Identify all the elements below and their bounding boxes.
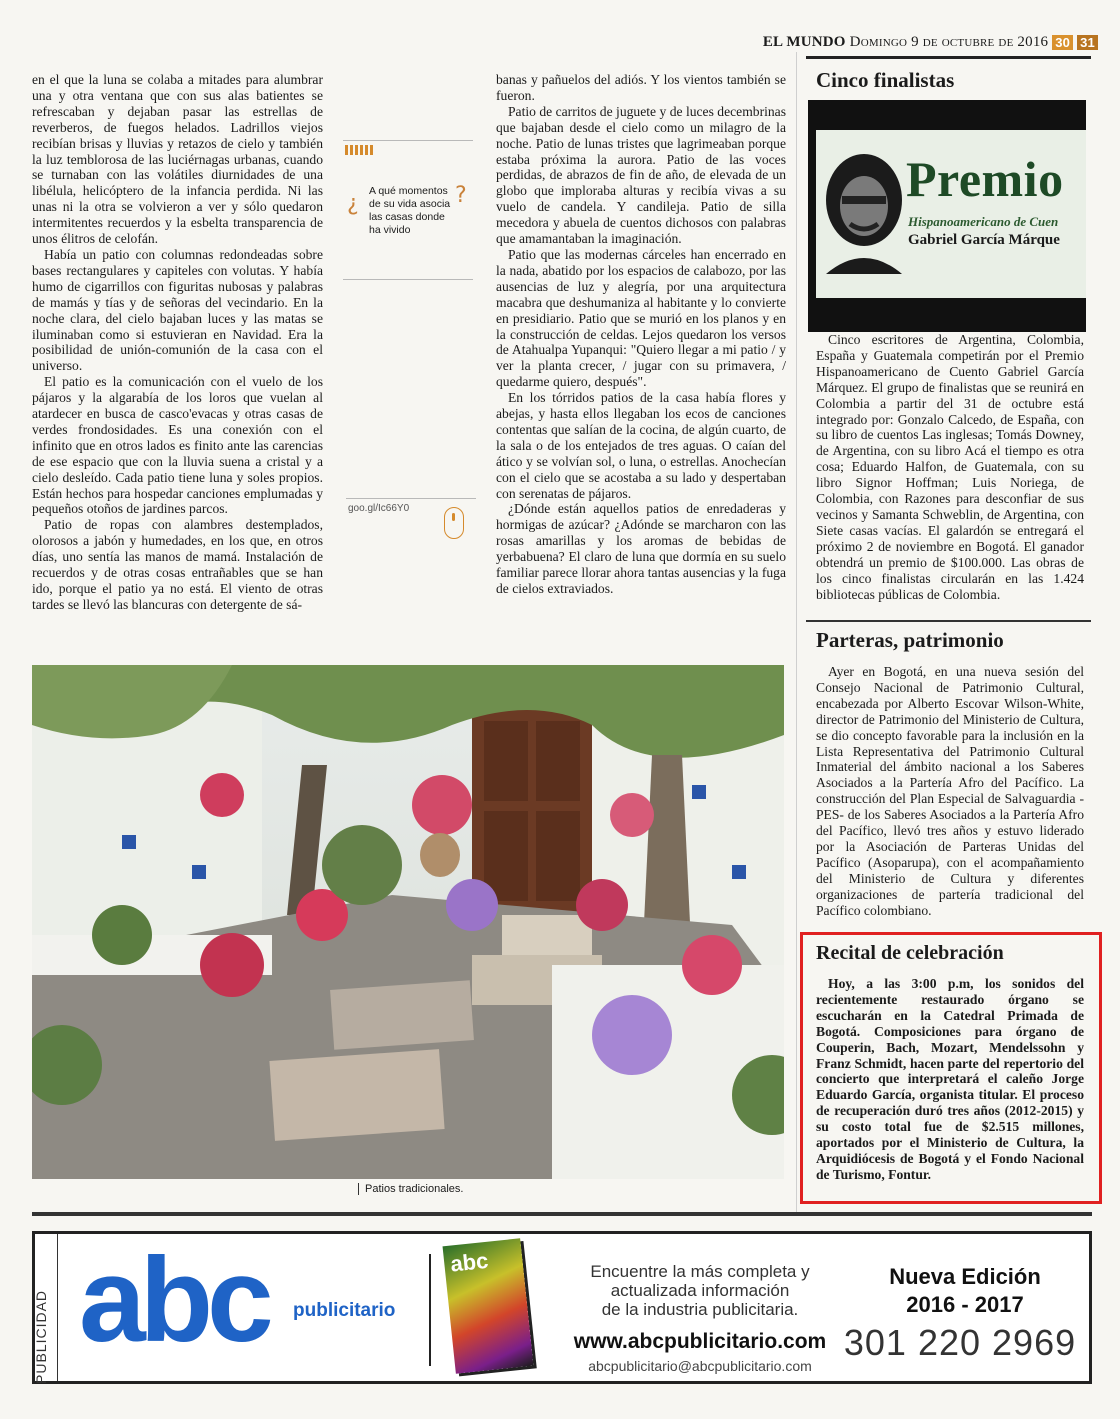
question-text: A qué momentos de su vida asocia las casas donde ha vivido bbox=[369, 185, 451, 236]
ad-copy bbox=[555, 1262, 845, 1319]
premio-subtitle: Hispanoamericano de Cuen bbox=[908, 214, 1059, 229]
column-top-rule bbox=[806, 56, 1091, 59]
recital-text bbox=[816, 976, 1084, 1183]
ad-line-2: actualizada información bbox=[610, 1281, 790, 1300]
short-link[interactable] bbox=[346, 498, 476, 539]
photo-caption: Patios tradicionales. bbox=[358, 1183, 463, 1195]
paragraph: El patio es la comunicación con el vuelo de los pájaros y la algarabía de los loros que vuelan al atardecer en busca de casco'evacas y otras casas de verdes frondosidades. Es una conexión con el infinito que en otros lados es finito ante las carencias de ese espacio que con la lluvia suena a cristal y a cielo desleído. Cada patio tiene luna y soles propios. Están hechos para hospedar canciones emplumadas y pequeños otoños de jardines parcos. bbox=[32, 374, 323, 517]
issue-date: Domingo 9 de octubre de 2016 bbox=[849, 34, 1049, 50]
paragraph: Ayer en Bogotá, en una nueva sesión del Consejo Nacional de Patrimonio Cultural, encabezada por Alberto Escovar Wilson-White, director de Patrimonio del Ministerio de Cultura, se dio concepto favorable para la inclusión en la Lista Representativa del Patrimonio Cultural Inmaterial del ámbito nacional a los Saberes Asociados a la Partería Afro del Pacífico. La construcción del Plan Especial de Salvaguardia -PES- de los Saberes Asociados a la Partería Afro del Pacífico, llevó tres años y estuvo liderado por la Asociación de Parteras Unidas del Pacífico (Asoparupa), con el acompañamiento del Ministerio de Cultura y diferentes organizaciones de partería tradicional del Pacífico colombiano. bbox=[816, 664, 1084, 918]
premio-banner bbox=[816, 130, 1086, 298]
paragraph: Había un patio con columnas redondeadas sobre bases rectangulares y capiteles con volutas. Y había humo de cigarrillos con figuritas nubosas y palabras de mamás y tías y de señoras del vecindario. En la noche clara, del cielo bajaban luces y las matas se iluminaban como si estuvieran en Navidad. Era la posibilidad de unión-comunión de la casa con el universo. bbox=[32, 246, 323, 374]
patio-photo bbox=[32, 665, 784, 1179]
question-box bbox=[343, 140, 473, 280]
mouse-icon bbox=[444, 507, 464, 539]
paragraph: Cinco escritores de Argentina, Colombia, España y Guatemala competirán por el Premio Hispanoamericano de Cuento Gabriel García Márquez. El grupo de finalistas que se reunirá en Colombia a partir del 31 de octubre está integrado por: Gonzalo Calcedo, de España, con su libro de cuentos Las inglesas; Tomás Downey, de Argentina, con su libro Acá el tiempo es otra cosa; Eduardo Halfon, de Guatemala, con su libro Signor Hoffman; Luis Noriega, de Colombia, con Razones para desconfiar de sus vecinos y Samanta Schweblin, de Argentina, con Siete casas vacías. El galardón se entregará el próximo 2 de noviembre en Bogotá. El ganador obtendrá un premio de $100.000. Las obras de los cinco finalistas circularán en las 1.424 bibliotecas públicas de Colombia. bbox=[816, 332, 1084, 602]
ad-divider bbox=[429, 1254, 431, 1366]
premio-name: Gabriel García Márque bbox=[908, 232, 1060, 248]
article-column-2 bbox=[496, 72, 786, 597]
ad-years: 2016 - 2017 bbox=[906, 1292, 1024, 1317]
ad-side-label: PUBLICIDAD bbox=[33, 1289, 49, 1384]
premio-image bbox=[808, 100, 1086, 332]
section-title-parteras: Parteras, patrimonio bbox=[816, 628, 1004, 652]
paragraph: En los tórridos patios de la casa había flores y abejas, y hasta ellos llegaban los ecos de canciones contentas que salían de la cocina, de algún cuarto, de la sala o de los entejados de tres aguas. O caían del ático y se volvían sol, o luna, o estrellas. Anochecían con el cielo que se acostaba a su lado y despertaban con serenatas de pájaros. bbox=[496, 390, 786, 501]
article-column-1 bbox=[32, 72, 323, 613]
ad-line-3: de la industria publicitaria. bbox=[601, 1300, 799, 1319]
premio-word: Premio bbox=[906, 151, 1064, 207]
ad-email[interactable]: abcpublicitario@abcpublicitario.com bbox=[588, 1358, 812, 1374]
book-label: abc bbox=[449, 1247, 490, 1277]
paragraph: banas y pañuelos del adiós. Y los vientos también se fueron. bbox=[496, 72, 786, 103]
section-title-finalistas: Cinco finalistas bbox=[816, 68, 955, 92]
paragraph: Hoy, a las 3:00 p.m, los sonidos del recientemente restaurado órgano se escucharán en la Catedral Primada de Bogotá. Composiciones para órgano de Couperin, Bach, Mozart, Mendelssohn y Franz Schmidt, hacen parte del repertorio del concierto que interpretará el caleño Jorge Eduardo García, organista titular. El proceso de recuperación duró tres años (2012-2015) y su costo total fue de $2.515 millones, aportados por el Ministerio de Cultura, la Arquidiócesis de Bogotá y el Fondo Nacional de Turismo, Fontur. bbox=[816, 976, 1084, 1182]
stripes-icon bbox=[345, 145, 373, 155]
paragraph: en el que la luna se colaba a mitades para alumbrar una y otra ventana que con sus alas batientes se refrescaban y dejaban pasar las estrellas de reverberos, de fuegos helados. Ladrillos viejos recibían brisas y lluvias y retazos de cielo y también la luz temblorosa de las luciérnagas urbanas, cuando se turnaban con las volátiles diurnidades de una libélula, helicóptero de la infancia perdida. Ni las unas ni la otra se volvieron a ver y sólo quedaron intermitentes recuerdos y la esbelta transparencia de unos élitros de celofán. bbox=[32, 72, 323, 247]
rule bbox=[806, 620, 1091, 622]
question-close-icon: ? bbox=[455, 183, 467, 208]
advertisement[interactable] bbox=[32, 1231, 1092, 1384]
finalistas-text bbox=[816, 332, 1084, 602]
ad-side-rule bbox=[57, 1234, 58, 1381]
author-portrait-icon bbox=[820, 146, 908, 274]
book-cover-icon bbox=[443, 1238, 534, 1373]
ad-line-1: Encuentre la más completa y bbox=[590, 1262, 810, 1281]
page-number-left: 30 bbox=[1052, 35, 1073, 50]
short-link-url[interactable]: goo.gl/Ic66Y0 bbox=[348, 503, 410, 514]
section-title-recital: Recital de celebración bbox=[816, 942, 1004, 964]
ad-url[interactable]: www.abcpublicitario.com bbox=[573, 1330, 827, 1353]
ad-phone[interactable]: 301 220 2969 bbox=[843, 1322, 1077, 1363]
patio-illustration bbox=[32, 665, 784, 1179]
paper-name: EL MUNDO bbox=[762, 34, 846, 50]
ad-top-rule bbox=[32, 1212, 1092, 1216]
page-header bbox=[763, 34, 1098, 51]
abc-logo: abc bbox=[79, 1233, 268, 1367]
abc-logo-sub: publicitario bbox=[293, 1300, 396, 1321]
paragraph: Patio de ropas con alambres destemplados, olorosos a jabón y humedades, en los que, en otros días, uno sentía las manos de mamá. Instalación de recuerdos y de otras cosas entrañables que se han ido, porque el patio ya no está. El viento de otras tardes se llevó las blancuras con detergente de sá- bbox=[32, 517, 323, 612]
page-number-right: 31 bbox=[1077, 35, 1098, 50]
parteras-text bbox=[816, 664, 1084, 919]
question-open-icon: ¿ bbox=[347, 191, 359, 216]
paragraph: Patio que las modernas cárceles han encerrado en la nada, abatido por los espacios de calabozo, por las ausencias de luz y alegría, por una arquitectura macabra que deshumaniza al habitante y lo convierte en presidiario. Patio que se murió en los planos y en la construcción de celdas. Lejos quedaron los versos de Atahualpa Yupanqui: "Quiero llegar a mi patio / y ver la planta crecer, / jugar con su primavera, / quedarme quiero, después". bbox=[496, 246, 786, 390]
paragraph: ¿Dónde están aquellos patios de enredaderas y hormigas de azúcar? ¿Adónde se marcharon con las rosas amarillas y los aromas de bebidas de yerbabuena? El claro de luna que dormía en su suelo familiar parece llorar ahora tantas ausencias y la fuga de cielos extraviados. bbox=[496, 501, 786, 596]
paragraph: Patio de carritos de juguete y de luces decembrinas que bajaban desde el cielo como un milagro de la noche. Patio de lunas tristes que lagrimeaban porque estaba próxima la aurora. Patio de las voces perdidas, de abrazos de fin de año, de elevada de un globo que imploraba alturas y recibía vivas a su vuelo de candela. Y candileja. Patio de silla mecedora y abuela de cuentos dichosos con palabras que amamantaban la imaginación. bbox=[496, 103, 786, 247]
ad-edition: Nueva Edición bbox=[889, 1264, 1041, 1289]
